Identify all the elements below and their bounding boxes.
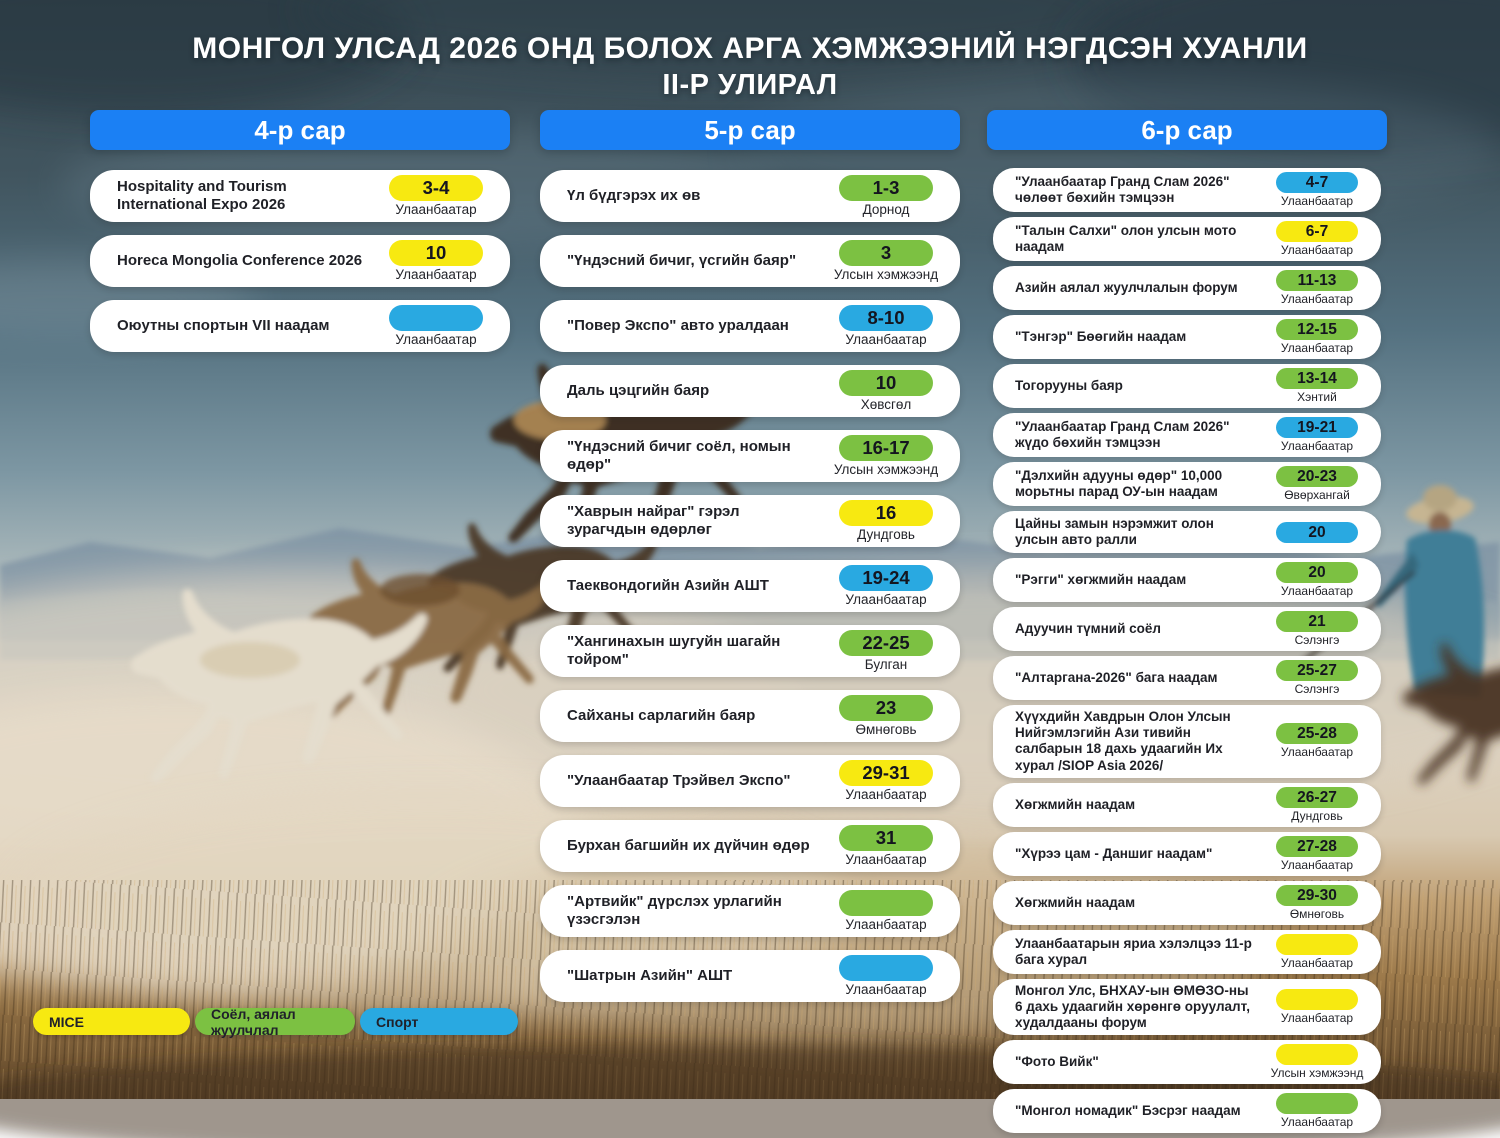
event-location: Өмнөговь xyxy=(1289,906,1345,921)
event-date-location xyxy=(1264,934,1370,970)
event-card xyxy=(993,511,1381,553)
event-title: Азийн аялал жуулчлалын форум xyxy=(1015,279,1238,295)
event-date-location xyxy=(1264,723,1370,759)
event-date-location xyxy=(1264,319,1370,355)
event-location: Улаанбаатар xyxy=(1280,584,1354,598)
event-date-location xyxy=(1264,1044,1370,1080)
date-badge xyxy=(1276,1093,1358,1114)
event-date-location xyxy=(825,955,947,997)
date-badge: 11-13 xyxy=(1276,270,1358,291)
event-title: Hospitality and Tourism International Expo 2026 xyxy=(117,177,287,213)
event-date-location xyxy=(825,825,947,867)
event-title: Даль цэцгийн баяр xyxy=(567,381,710,399)
event-date-location xyxy=(1264,562,1370,598)
date-badge: 25-27 xyxy=(1276,660,1358,681)
event-title: "Хүрээ цам - Даншиг наадам" xyxy=(1015,845,1213,861)
event-title: Хөгжмийн наадам xyxy=(1015,796,1136,812)
event-card xyxy=(993,930,1381,974)
date-badge: 26-27 xyxy=(1276,787,1358,808)
date-badge: 8-10 xyxy=(839,305,933,331)
event-date-location xyxy=(375,175,497,217)
event-title: "Повер Экспо" авто уралдаан xyxy=(567,316,789,334)
event-card xyxy=(993,462,1381,506)
event-date-location xyxy=(1264,522,1370,543)
event-card xyxy=(993,783,1381,827)
event-date-location xyxy=(825,565,947,607)
date-badge xyxy=(1276,934,1358,955)
event-location: Улаанбаатар xyxy=(395,332,477,347)
event-title: "Фото Вийк" xyxy=(1015,1054,1099,1070)
date-badge: 27-28 xyxy=(1276,836,1358,857)
event-location: Улаанбаатар xyxy=(1280,194,1354,208)
event-card xyxy=(540,625,960,677)
event-card xyxy=(993,315,1381,359)
event-date-location xyxy=(375,240,497,282)
june-card-list xyxy=(987,168,1387,1133)
month-column-june xyxy=(987,110,1387,1138)
event-location: Дундговь xyxy=(857,527,915,542)
poster-title xyxy=(0,31,1500,103)
date-badge: 23 xyxy=(839,695,933,721)
event-title: "Шатрын Азийн" АШТ xyxy=(567,966,733,984)
date-badge: 19-21 xyxy=(1276,417,1358,438)
event-date-location xyxy=(1264,1093,1370,1129)
event-title: "Улаанбаатар Гранд Слам 2026" жүдо бөхийн тэмцээн xyxy=(1015,418,1230,450)
date-badge: 25-28 xyxy=(1276,723,1358,744)
event-date-location xyxy=(1264,368,1370,404)
event-title: Улаанбаатарын яриа хэлэлцээ 11-р бага хурал xyxy=(1015,935,1252,967)
event-location: Улаанбаатар xyxy=(395,202,477,217)
event-card xyxy=(540,560,960,612)
legend-item-green: Соёл, аялал жуулчлал xyxy=(195,1008,355,1035)
event-location: Улаанбаатар xyxy=(1280,857,1354,872)
date-badge: 1-3 xyxy=(839,175,933,201)
event-title: Цайны замын нэрэмжит олон улсын авто ралли xyxy=(1015,515,1214,547)
event-location: Улаанбаатар xyxy=(845,592,927,607)
month-header-june: 6-р сар xyxy=(987,110,1387,150)
event-title: Horeca Mongolia Conference 2026 xyxy=(117,251,363,269)
event-location: Улаанбаатар xyxy=(845,917,927,932)
event-card xyxy=(993,832,1381,876)
event-card xyxy=(993,656,1381,700)
legend xyxy=(33,1005,518,1038)
event-card xyxy=(993,705,1381,778)
event-date-location xyxy=(825,760,947,802)
event-date-location xyxy=(825,240,947,282)
event-title: "Монгол номадик" Бэсрэг наадам xyxy=(1015,1103,1241,1119)
date-badge: 13-14 xyxy=(1276,368,1358,389)
date-badge: 4-7 xyxy=(1276,172,1358,193)
event-date-location xyxy=(1264,885,1370,921)
event-date-location xyxy=(825,175,947,217)
event-title: Монгол Улс, БНХАУ-ын ӨМӨЗО-ны 6 дахь удаагийн хөрөнгө оруулалт, худалдааны форум xyxy=(1015,982,1250,1031)
title-line-1: МОНГОЛ УЛСАД 2026 ОНД БОЛОХ АРГА ХЭМЖЭЭНИЙ НЭГДСЭН ХУАНЛИ xyxy=(192,32,1308,65)
event-card xyxy=(993,168,1381,212)
event-date-location xyxy=(1264,466,1370,502)
event-date-location xyxy=(825,630,947,672)
legend-item-blue: Спорт xyxy=(360,1008,518,1035)
event-title: Сайханы сарлагийн баяр xyxy=(567,706,756,724)
date-badge: 16-17 xyxy=(839,435,933,461)
event-card xyxy=(993,881,1381,925)
event-date-location xyxy=(1264,787,1370,823)
event-title: Тогорууны баяр xyxy=(1015,377,1123,393)
event-title: "Талын Салхи" олон улсын мото наадам xyxy=(1015,222,1237,254)
event-date-location xyxy=(375,305,497,347)
event-card xyxy=(993,979,1381,1036)
event-title: "Алтаргана-2026" бага наадам xyxy=(1015,669,1218,685)
event-title: "Дэлхийн адууны өдөр" 10,000 морьтны парад ОУ-ын наадам xyxy=(1015,467,1223,499)
date-badge: 22-25 xyxy=(839,630,933,656)
event-date-location xyxy=(1264,221,1370,257)
date-badge: 10 xyxy=(839,370,933,396)
event-card xyxy=(993,364,1381,408)
event-card xyxy=(540,820,960,872)
date-badge: 10 xyxy=(389,240,483,266)
event-date-location xyxy=(825,305,947,347)
event-title: "Рэгги" хөгжмийн наадам xyxy=(1015,571,1187,587)
date-badge: 20-23 xyxy=(1276,466,1358,487)
event-location: Улаанбаатар xyxy=(1280,1115,1354,1130)
event-location: Дундговь xyxy=(1291,808,1343,823)
event-card xyxy=(540,365,960,417)
event-location: Сэлэнгэ xyxy=(1294,682,1340,696)
date-badge: 6-7 xyxy=(1276,221,1358,242)
event-location: Улаанбаатар xyxy=(1280,243,1354,257)
event-date-location xyxy=(1264,989,1370,1025)
date-badge xyxy=(839,955,933,981)
event-title: "Улаанбаатар Трэйвел Экспо" xyxy=(567,771,791,789)
month-column-april xyxy=(90,110,510,365)
event-location: Улаанбаатар xyxy=(845,332,927,347)
date-badge xyxy=(839,890,933,916)
event-card xyxy=(993,217,1381,261)
event-date-location xyxy=(825,435,947,477)
event-card xyxy=(540,495,960,547)
event-title: "Хангинахын шугуйн шагайн тойром" xyxy=(567,632,781,668)
event-location: Булган xyxy=(864,657,908,672)
event-card xyxy=(540,755,960,807)
event-location: Улаанбаатар xyxy=(1280,955,1354,970)
date-badge xyxy=(389,305,483,331)
event-card xyxy=(90,170,510,222)
event-card xyxy=(993,607,1381,651)
may-card-list xyxy=(540,170,960,1002)
date-badge: 3-4 xyxy=(389,175,483,201)
event-card xyxy=(540,885,960,937)
date-badge xyxy=(1276,1044,1358,1065)
event-card xyxy=(90,235,510,287)
date-badge: 21 xyxy=(1276,611,1358,632)
event-date-location xyxy=(825,890,947,932)
event-date-location xyxy=(825,500,947,542)
event-date-location xyxy=(825,695,947,737)
event-title: "Артвийк" дүрслэх урлагийн үзэсгэлэн xyxy=(567,892,782,928)
event-location: Улаанбаатар xyxy=(1280,292,1354,306)
april-card-list xyxy=(90,170,510,352)
event-location: Улсын хэмжээнд xyxy=(833,462,939,477)
date-badge: 31 xyxy=(839,825,933,851)
event-location: Улаанбаатар xyxy=(395,267,477,282)
event-title: Хүүхдийн Хавдрын Олон Улсын Нийгэмлэгийн Ази тивийн салбарын 18 дахь удаагийн Их хурал /SIOP Asia 2026/ xyxy=(1015,709,1231,773)
event-date-location xyxy=(1264,660,1370,696)
event-card xyxy=(540,235,960,287)
event-date-location xyxy=(825,370,947,412)
event-card xyxy=(540,950,960,1002)
title-line-2: II-Р УЛИРАЛ xyxy=(662,69,838,101)
event-location: Улаанбаатар xyxy=(845,787,927,802)
event-title: "Үндэсний бичиг соёл, номын өдөр" xyxy=(567,437,791,473)
date-badge: 16 xyxy=(839,500,933,526)
event-location: Сэлэнгэ xyxy=(1294,633,1340,647)
event-card xyxy=(993,266,1381,310)
event-location: Дорнод xyxy=(862,202,910,217)
event-card xyxy=(993,558,1381,602)
date-badge xyxy=(1276,989,1358,1010)
event-title: Адуучин түмний соёл xyxy=(1015,620,1161,636)
event-date-location xyxy=(1264,172,1370,208)
date-badge: 20 xyxy=(1276,562,1358,583)
date-badge: 3 xyxy=(839,240,933,266)
event-date-location xyxy=(1264,270,1370,306)
date-badge: 12-15 xyxy=(1276,319,1358,340)
event-location: Хэнтий xyxy=(1297,390,1337,404)
event-title: Үл бүдгэрэх их өв xyxy=(567,186,701,204)
event-card xyxy=(993,413,1381,457)
event-title: Бурхан багшийн их дүйчин өдөр xyxy=(567,836,810,854)
event-title: "Улаанбаатар Гранд Слам 2026" чөлөөт бөхийн тэмцээн xyxy=(1015,173,1230,205)
event-location: Өвөрхангай xyxy=(1284,488,1350,502)
event-location: Өмнөговь xyxy=(855,722,917,737)
date-badge: 20 xyxy=(1276,522,1358,543)
event-card xyxy=(540,170,960,222)
event-card xyxy=(540,430,960,482)
event-location: Улаанбаатар xyxy=(1280,745,1354,760)
event-location: Улаанбаатар xyxy=(845,852,927,867)
event-card xyxy=(993,1089,1381,1133)
event-card xyxy=(540,300,960,352)
event-date-location xyxy=(1264,417,1370,453)
event-location: Улаанбаатар xyxy=(845,982,927,997)
month-header-may: 5-р сар xyxy=(540,110,960,150)
event-title: Оюутны спортын VII наадам xyxy=(117,316,330,334)
date-badge: 29-31 xyxy=(839,760,933,786)
event-card xyxy=(993,1040,1381,1084)
legend-item-yellow: MICE xyxy=(33,1008,190,1035)
date-badge: 19-24 xyxy=(839,565,933,591)
event-location: Улаанбаатар xyxy=(1280,439,1354,453)
event-title: Хөгжмийн наадам xyxy=(1015,894,1136,910)
event-title: "Үндэсний бичиг, үсгийн баяр" xyxy=(567,251,797,269)
event-location: Улсын хэмжээнд xyxy=(1270,1066,1364,1081)
event-title: Таеквондогийн Азийн АШТ xyxy=(567,576,769,594)
event-date-location xyxy=(1264,611,1370,647)
event-card xyxy=(540,690,960,742)
month-header-april: 4-р сар xyxy=(90,110,510,150)
event-location: Хөвсгөл xyxy=(860,397,912,412)
event-card xyxy=(90,300,510,352)
event-title: "Тэнгэр" Бөөгийн наадам xyxy=(1015,328,1187,344)
event-location: Улаанбаатар xyxy=(1280,341,1354,355)
event-location: Улсын хэмжээнд xyxy=(833,267,939,282)
event-date-location xyxy=(1264,836,1370,872)
month-column-may xyxy=(540,110,960,1015)
event-title: "Хаврын найраг" гэрэл зурагчдын өдөрлөг xyxy=(567,502,740,538)
event-location: Улаанбаатар xyxy=(1280,1011,1354,1026)
date-badge: 29-30 xyxy=(1276,885,1358,906)
